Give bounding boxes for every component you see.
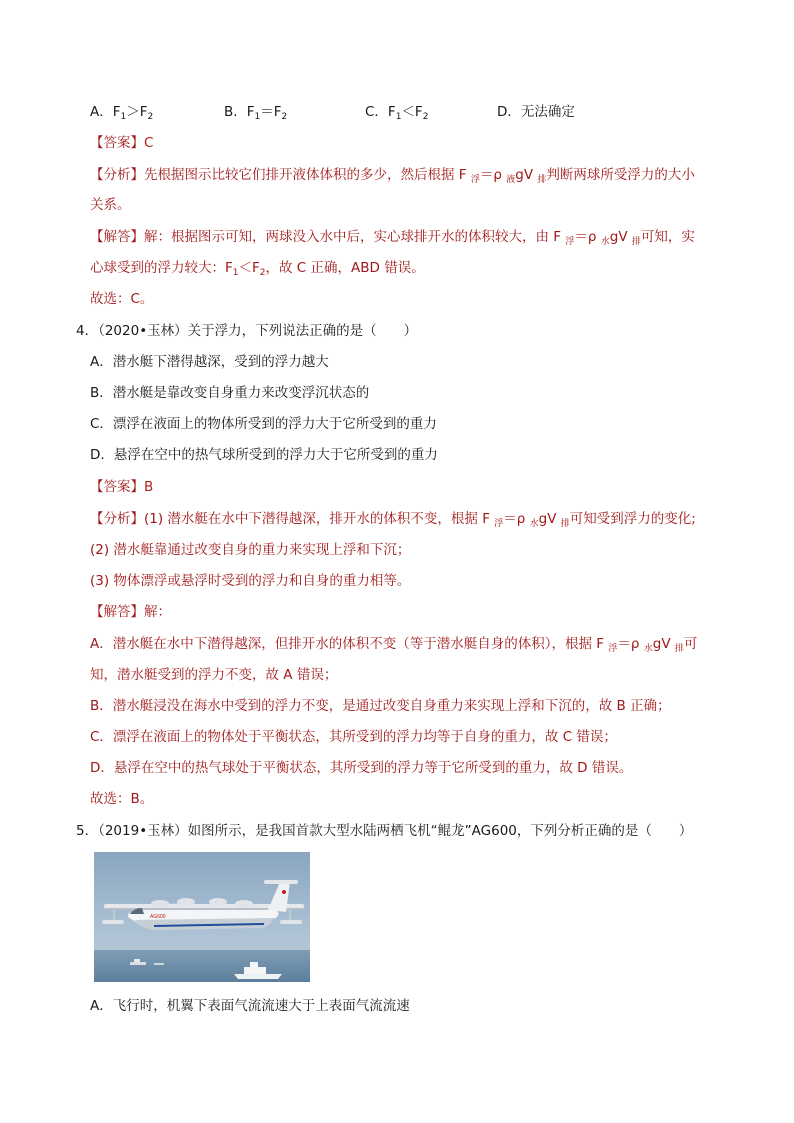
q3-option-a: A．$F_1>F_2$ <box>90 104 154 122</box>
answer-tag: 【答案】 <box>90 479 144 495</box>
q4-solution-a-line-2: 知，潜水艇受到的浮力不变，故 A 错误； <box>90 667 338 683</box>
q5-stem: 5．（2019•玉林）如图所示，是我国首款大型水陆两栖飞机“鲲龙”AG600，下列分析正确的是（ ） <box>76 823 693 839</box>
q4-solution-a-line-1: A．潜水艇在水中下潜得越深，但排开水的体积不变（等于潜水艇自身的体积），根据 F $_浮$＝ρ $_水$gV $_排$可 <box>90 636 698 654</box>
q3-answer <box>90 134 153 152</box>
q4-analysis-line-1: 【分析】(1) 潜水艇在水中下潜得越深，排开水的体积不变，根据 F $_浮$＝ρ $_水$gV $_排$可知受到浮力的变化; <box>90 511 696 529</box>
analysis-tag: 【分析】 <box>90 511 144 527</box>
q3-solution-line-1: 【解答】解：根据图示可知，两球没入水中后，实心球排开水的体积较大，由 F $_浮$＝ρ $_水$gV $_排$可知，实 <box>90 229 695 247</box>
q3-option-c: C．$F_1<F_2$ <box>365 104 429 122</box>
q3-solution-line-2: 心球受到的浮力较大：$F_1<F_2$，故 C 正确，ABD 错误。 <box>90 260 425 278</box>
q4-option-d: D．悬浮在空中的热气球所受到的浮力大于它所受到的重力 <box>90 447 438 463</box>
answer-value: C <box>144 135 154 151</box>
analysis-tag: 【分析】 <box>90 167 144 183</box>
q3-analysis-line-1: 【分析】先根据图示比较它们排开液体体积的多少，然后根据 F $_浮$＝ρ $_液$gV $_排$判断两球所受浮力的大小 <box>90 167 695 185</box>
solution-tag: 【解答】 <box>90 229 144 245</box>
amphibious-aircraft-photo <box>94 852 310 982</box>
aircraft-marking: AG600 <box>150 914 166 920</box>
q3-option-b: B．$F_1=F_2$ <box>224 104 288 122</box>
q4-solution-d: D．悬浮在空中的热气球处于平衡状态，其所受到的浮力等于它所受到的重力，故 D 错误。 <box>90 760 633 776</box>
q4-solution-head: 【解答】解： <box>90 604 171 620</box>
q3-conclusion: 故选：C。 <box>90 291 154 307</box>
q4-option-a: A．潜水艇下潜得越深，受到的浮力越大 <box>90 354 329 370</box>
q4-stem: 4．（2020•玉林）关于浮力，下列说法正确的是（ ） <box>76 323 418 339</box>
q5-option-a: A．飞行时，机翼下表面气流流速大于上表面气流流速 <box>90 998 410 1014</box>
q3-analysis-line-2: 关系。 <box>90 197 131 213</box>
q4-option-c: C．漂浮在液面上的物体所受到的浮力大于它所受到的重力 <box>90 416 437 432</box>
q4-conclusion: 故选：B。 <box>90 791 154 807</box>
q4-analysis-line-2: (2) 潜水艇靠通过改变自身的重力来实现上浮和下沉； <box>90 542 411 558</box>
q4-option-b: B．潜水艇是靠改变自身重力来改变浮沉状态的 <box>90 385 370 401</box>
answer-tag: 【答案】 <box>90 135 144 151</box>
q3-option-d: D．无法确定 <box>497 104 575 120</box>
q4-solution-b: B．潜水艇浸没在海水中受到的浮力不变，是通过改变自身重力来实现上浮和下沉的，故 B 正确； <box>90 698 671 714</box>
q4-solution-c: C．漂浮在液面上的物体处于平衡状态，其所受到的浮力均等于自身的重力，故 C 错误； <box>90 729 617 745</box>
solution-tag: 【解答】 <box>90 604 144 620</box>
answer-value: B <box>144 479 154 495</box>
q4-answer <box>90 478 153 496</box>
q4-analysis-line-3: (3) 物体漂浮或悬浮时受到的浮力和自身的重力相等。 <box>90 573 411 589</box>
